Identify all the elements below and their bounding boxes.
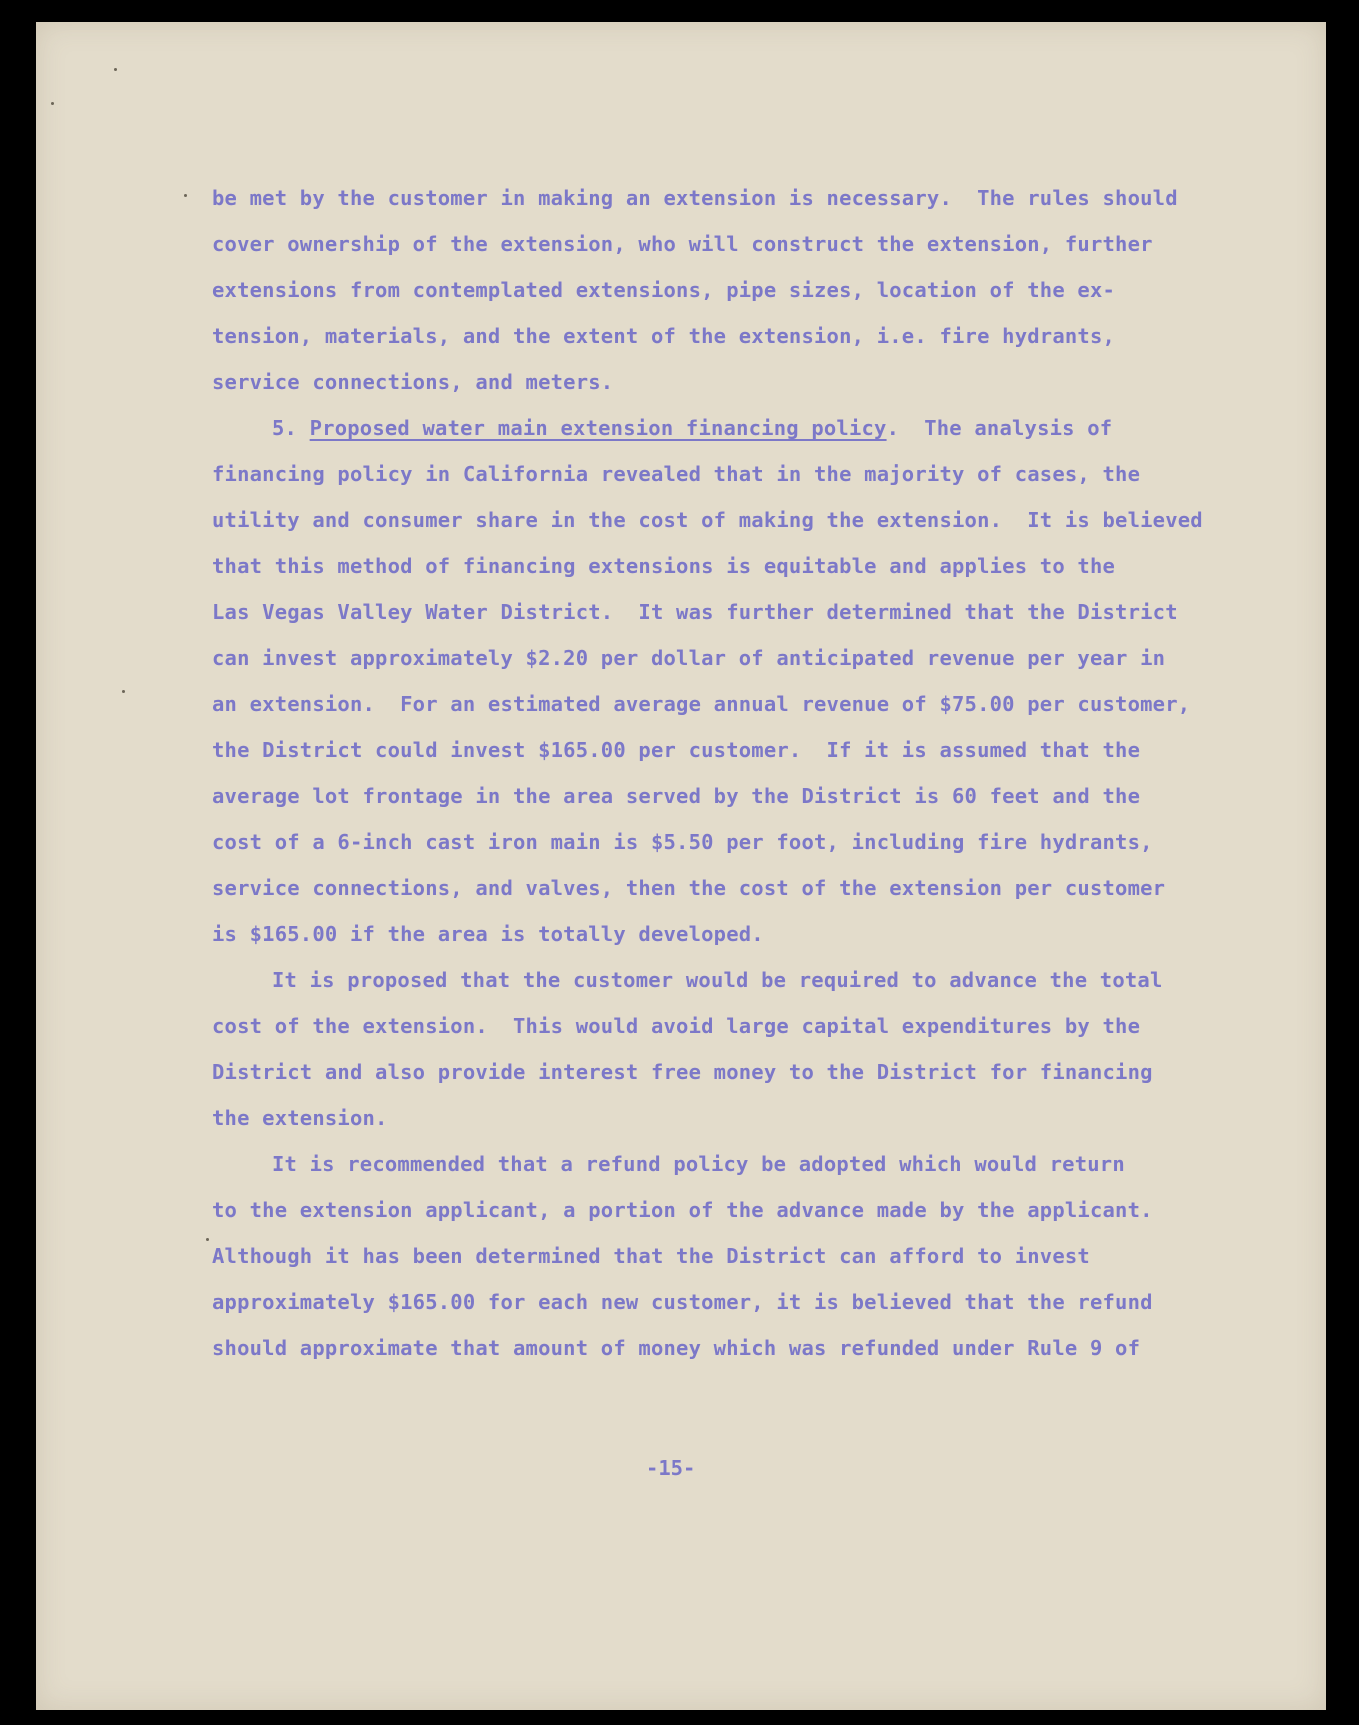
body-line: can invest approximately $2.20 per dollar of anticipated revenue per year in <box>212 646 1166 670</box>
body-line: the District could invest $165.00 per customer. If it is assumed that the <box>212 738 1141 762</box>
paper-speck <box>206 1238 209 1241</box>
section-first-line-text: The analysis of <box>899 416 1113 440</box>
paper-speck <box>114 68 117 71</box>
body-line: District and also provide interest free money to the District for financing <box>212 1060 1153 1084</box>
body-line: extensions from contemplated extensions, pipe sizes, location of the ex- <box>212 278 1116 302</box>
body-line: service connections, and valves, then the cost of the extension per customer <box>212 876 1166 900</box>
section-number: 5. <box>272 416 298 440</box>
section-heading: Proposed water main extension financing policy <box>309 416 887 440</box>
body-line: Although it has been determined that the District can afford to invest <box>212 1244 1090 1268</box>
body-line: tension, materials, and the extent of the extension, i.e. fire hydrants, <box>212 324 1116 348</box>
body-line: Las Vegas Valley Water District. It was further determined that the District <box>212 600 1178 624</box>
paper-speck <box>51 102 54 105</box>
body-line: service connections, and meters. <box>212 370 614 394</box>
document-page <box>36 22 1326 1710</box>
page-number: -15- <box>646 1456 696 1480</box>
body-line: average lot frontage in the area served by the District is 60 feet and the <box>212 784 1141 808</box>
body-line: the extension. <box>212 1106 388 1130</box>
body-line: should approximate that amount of money which was refunded under Rule 9 of <box>212 1336 1141 1360</box>
paragraph-start-line: It is recommended that a refund policy be adopted which would return <box>272 1152 1125 1176</box>
paper-speck <box>184 194 187 197</box>
body-line: that this method of financing extensions is equitable and applies to the <box>212 554 1116 578</box>
body-line: is $165.00 if the area is totally developed. <box>212 922 764 946</box>
body-line: cost of the extension. This would avoid large capital expenditures by the <box>212 1014 1141 1038</box>
body-line: financing policy in California revealed that in the majority of cases, the <box>212 462 1141 486</box>
body-line: approximately $165.00 for each new customer, it is believed that the refund <box>212 1290 1153 1314</box>
section-5-first-line <box>272 414 1112 442</box>
body-line: be met by the customer in making an extension is necessary. The rules should <box>212 186 1178 210</box>
paper-speck <box>122 690 125 693</box>
section-heading-period: . <box>886 416 900 440</box>
body-line: to the extension applicant, a portion of the advance made by the applicant. <box>212 1198 1153 1222</box>
body-line: utility and consumer share in the cost of making the extension. It is believed <box>212 508 1203 532</box>
body-line: cover ownership of the extension, who will construct the extension, further <box>212 232 1153 256</box>
body-line: cost of a 6-inch cast iron main is $5.50 per foot, including fire hydrants, <box>212 830 1153 854</box>
paragraph-start-line: It is proposed that the customer would be required to advance the total <box>272 968 1163 992</box>
body-line: an extension. For an estimated average annual revenue of $75.00 per customer, <box>212 692 1191 716</box>
